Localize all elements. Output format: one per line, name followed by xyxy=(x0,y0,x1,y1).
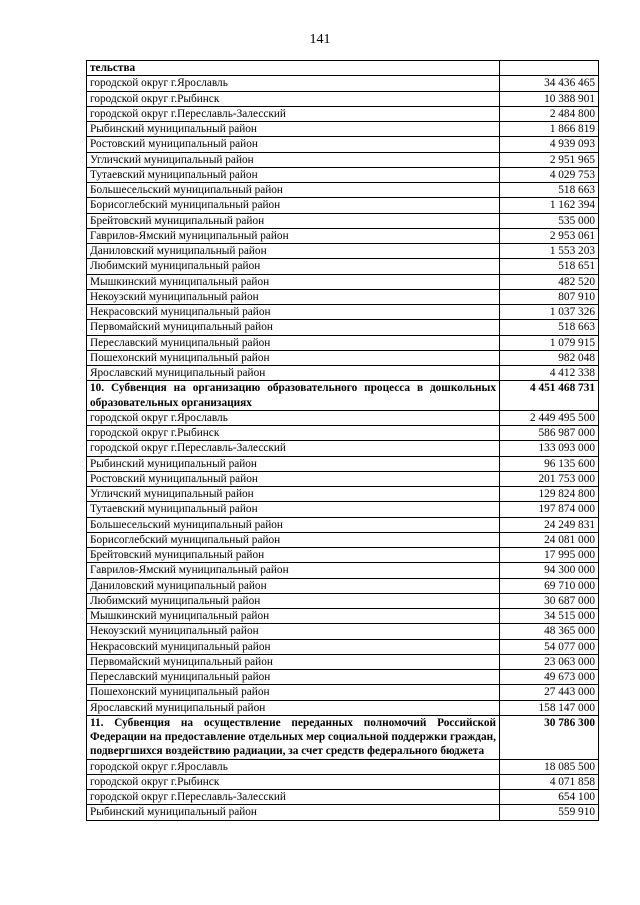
amount-value: 133 093 000 xyxy=(500,441,599,456)
municipality-name: Ярославский муниципальный район xyxy=(87,366,500,381)
table-row xyxy=(87,122,599,137)
table-row xyxy=(87,700,599,715)
municipality-name: Большесельский муниципальный район xyxy=(87,183,500,198)
table-row xyxy=(87,335,599,350)
section-total: 4 451 468 731 xyxy=(500,381,599,411)
amount-value: 1 553 203 xyxy=(500,244,599,259)
municipality-name: Ростовский муниципальный район xyxy=(87,137,500,152)
section-title: 10. Субвенция на организацию образовательного процесса в дошкольных образовательных организациях xyxy=(87,381,500,411)
amount-value: 158 147 000 xyxy=(500,700,599,715)
amount-value: 17 995 000 xyxy=(500,548,599,563)
amount-value: 24 249 831 xyxy=(500,517,599,532)
amount-value: 654 100 xyxy=(500,790,599,805)
amount-value: 96 135 600 xyxy=(500,456,599,471)
amount-value: 27 443 000 xyxy=(500,685,599,700)
municipality-name: Переславский муниципальный район xyxy=(87,335,500,350)
municipality-name: Некрасовский муниципальный район xyxy=(87,639,500,654)
table-row xyxy=(87,106,599,121)
table-row xyxy=(87,228,599,243)
amount-value: 201 753 000 xyxy=(500,471,599,486)
municipality-name: Угличский муниципальный район xyxy=(87,152,500,167)
amount-value: 2 449 495 500 xyxy=(500,410,599,425)
municipality-name: Некрасовский муниципальный район xyxy=(87,305,500,320)
table-row xyxy=(87,639,599,654)
municipality-name: городской округ г.Ярославль xyxy=(87,76,500,91)
amount-value: 197 874 000 xyxy=(500,502,599,517)
section-total: 30 786 300 xyxy=(500,715,599,759)
table-body xyxy=(87,61,599,821)
municipality-name: Ростовский муниципальный район xyxy=(87,471,500,486)
table-row xyxy=(87,183,599,198)
table-row xyxy=(87,609,599,624)
amount-value: 586 987 000 xyxy=(500,426,599,441)
amount-value: 4 412 338 xyxy=(500,366,599,381)
municipality-name: городской округ г.Переславль-Залесский xyxy=(87,106,500,121)
table-row xyxy=(87,274,599,289)
table-row xyxy=(87,790,599,805)
municipality-name: Гаврилов-Ямский муниципальный район xyxy=(87,228,500,243)
amount-value: 2 484 800 xyxy=(500,106,599,121)
amount-value: 69 710 000 xyxy=(500,578,599,593)
table-row xyxy=(87,502,599,517)
section-header-row xyxy=(87,381,599,411)
table-row xyxy=(87,198,599,213)
municipality-name: городской округ г.Переславль-Залесский xyxy=(87,441,500,456)
table-row xyxy=(87,670,599,685)
municipality-name: Тутаевский муниципальный район xyxy=(87,167,500,182)
municipality-name: Любимский муниципальный район xyxy=(87,259,500,274)
table-row xyxy=(87,441,599,456)
amount-value: 94 300 000 xyxy=(500,563,599,578)
row-name: тельства xyxy=(87,61,500,76)
amount-value: 23 063 000 xyxy=(500,654,599,669)
municipality-name: Некоузский муниципальный район xyxy=(87,624,500,639)
municipality-name: Борисоглебский муниципальный район xyxy=(87,532,500,547)
amount-value: 1 079 915 xyxy=(500,335,599,350)
table-row xyxy=(87,350,599,365)
municipality-name: Рыбинский муниципальный район xyxy=(87,456,500,471)
municipality-name: Мышкинский муниципальный район xyxy=(87,609,500,624)
amount-value: 518 663 xyxy=(500,183,599,198)
amount-value: 482 520 xyxy=(500,274,599,289)
table-row xyxy=(87,624,599,639)
municipality-name: Мышкинский муниципальный район xyxy=(87,274,500,289)
table-row xyxy=(87,456,599,471)
amount-value: 48 365 000 xyxy=(500,624,599,639)
municipality-name: городской округ г.Рыбинск xyxy=(87,426,500,441)
table-row xyxy=(87,167,599,182)
table-row xyxy=(87,137,599,152)
amount-value: 1 037 326 xyxy=(500,305,599,320)
amount-value: 1 866 819 xyxy=(500,122,599,137)
amount-value: 4 939 093 xyxy=(500,137,599,152)
row-amount xyxy=(500,61,599,76)
municipality-name: городской округ г.Рыбинск xyxy=(87,91,500,106)
municipality-name: Брейтовский муниципальный район xyxy=(87,548,500,563)
table-row xyxy=(87,91,599,106)
section-title: 11. Субвенция на осуществление переданных полномочий Российской Федерации на предоставление отдельных мер социальной поддержки граждан, подвергшихся воздействию радиации, за счет средств федерального бюджета xyxy=(87,715,500,759)
municipality-name: Любимский муниципальный район xyxy=(87,593,500,608)
amount-value: 129 824 800 xyxy=(500,487,599,502)
amount-value: 4 029 753 xyxy=(500,167,599,182)
amount-value: 518 663 xyxy=(500,320,599,335)
table-row xyxy=(87,563,599,578)
municipality-name: Пошехонский муниципальный район xyxy=(87,350,500,365)
amount-value: 2 953 061 xyxy=(500,228,599,243)
table-row xyxy=(87,410,599,425)
municipality-name: Борисоглебский муниципальный район xyxy=(87,198,500,213)
municipality-name: городской округ г.Переславль-Залесский xyxy=(87,790,500,805)
amount-value: 34 436 465 xyxy=(500,76,599,91)
table-row xyxy=(87,289,599,304)
table-row xyxy=(87,213,599,228)
amount-value: 54 077 000 xyxy=(500,639,599,654)
municipality-name: Ярославский муниципальный район xyxy=(87,700,500,715)
municipality-name: городской округ г.Рыбинск xyxy=(87,774,500,789)
table-row xyxy=(87,244,599,259)
municipality-name: Гаврилов-Ямский муниципальный район xyxy=(87,563,500,578)
table-row xyxy=(87,654,599,669)
amount-value: 2 951 965 xyxy=(500,152,599,167)
subvention-table xyxy=(86,60,599,821)
amount-value: 807 910 xyxy=(500,289,599,304)
municipality-name: Первомайский муниципальный район xyxy=(87,654,500,669)
municipality-name: городской округ г.Ярославль xyxy=(87,759,500,774)
table-row xyxy=(87,759,599,774)
table-row xyxy=(87,774,599,789)
amount-value: 24 081 000 xyxy=(500,532,599,547)
table-row xyxy=(87,426,599,441)
amount-value: 982 048 xyxy=(500,350,599,365)
amount-value: 30 687 000 xyxy=(500,593,599,608)
table-row xyxy=(87,76,599,91)
municipality-name: Тутаевский муниципальный район xyxy=(87,502,500,517)
municipality-name: Даниловский муниципальный район xyxy=(87,244,500,259)
municipality-name: Даниловский муниципальный район xyxy=(87,578,500,593)
table-row xyxy=(87,685,599,700)
table-row xyxy=(87,517,599,532)
table-row xyxy=(87,805,599,820)
municipality-name: городской округ г.Ярославль xyxy=(87,410,500,425)
page-number: 141 xyxy=(309,32,331,47)
table-row xyxy=(87,593,599,608)
table-row xyxy=(87,152,599,167)
amount-value: 4 071 858 xyxy=(500,774,599,789)
amount-value: 1 162 394 xyxy=(500,198,599,213)
amount-value: 10 388 901 xyxy=(500,91,599,106)
table-row xyxy=(87,305,599,320)
municipality-name: Угличский муниципальный район xyxy=(87,487,500,502)
table-row xyxy=(87,578,599,593)
amount-value: 518 651 xyxy=(500,259,599,274)
table-row xyxy=(87,548,599,563)
municipality-name: Первомайский муниципальный район xyxy=(87,320,500,335)
municipality-name: Рыбинский муниципальный район xyxy=(87,122,500,137)
table-row xyxy=(87,366,599,381)
amount-value: 18 085 500 xyxy=(500,759,599,774)
municipality-name: Пошехонский муниципальный район xyxy=(87,685,500,700)
table-row xyxy=(87,320,599,335)
municipality-name: Большесельский муниципальный район xyxy=(87,517,500,532)
municipality-name: Некоузский муниципальный район xyxy=(87,289,500,304)
continuation-row xyxy=(87,61,599,76)
table-row xyxy=(87,471,599,486)
municipality-name: Рыбинский муниципальный район xyxy=(87,805,500,820)
amount-value: 535 000 xyxy=(500,213,599,228)
section-header-row xyxy=(87,715,599,759)
table-row xyxy=(87,259,599,274)
municipality-name: Переславский муниципальный район xyxy=(87,670,500,685)
municipality-name: Брейтовский муниципальный район xyxy=(87,213,500,228)
table-row xyxy=(87,487,599,502)
amount-value: 34 515 000 xyxy=(500,609,599,624)
amount-value: 559 910 xyxy=(500,805,599,820)
amount-value: 49 673 000 xyxy=(500,670,599,685)
table-row xyxy=(87,532,599,547)
